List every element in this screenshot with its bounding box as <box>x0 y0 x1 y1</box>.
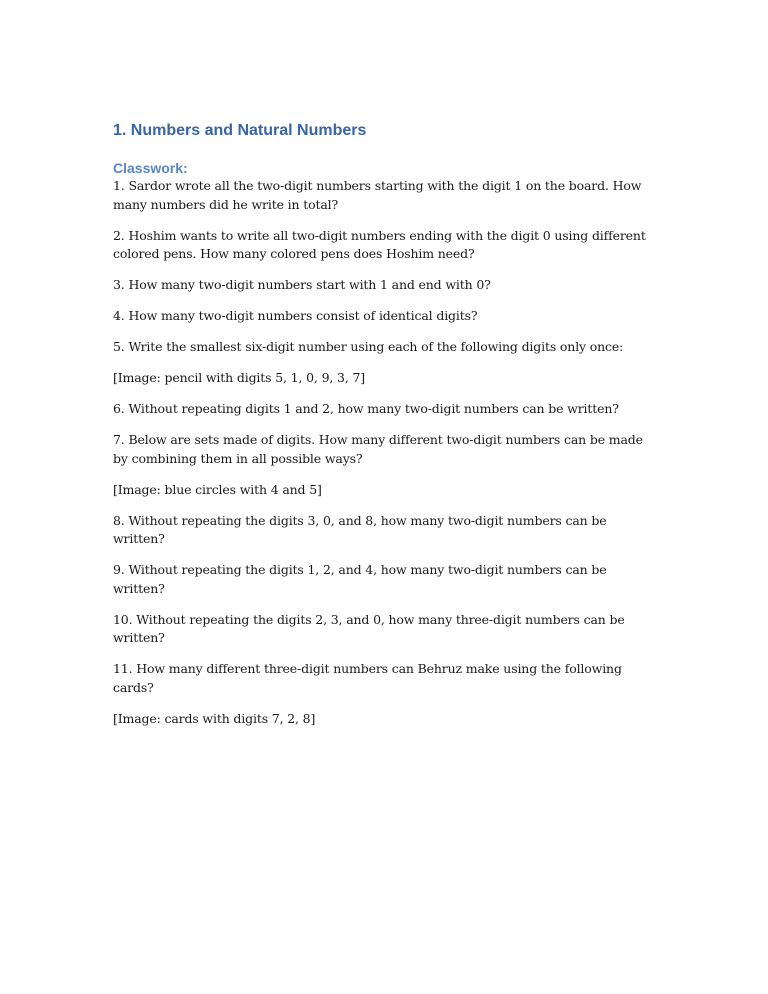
exercise-4: 4. How many two-digit numbers consist of identical digits? <box>113 308 478 323</box>
section-heading: Classwork: <box>113 160 188 176</box>
exercise-7: 7. Below are sets made of digits. How many different two-digit numbers can be made by combining them in all possible ways? <box>113 432 643 466</box>
exercise-9: 9. Without repeating the digits 1, 2, and 4, how many two-digit numbers can be written? <box>113 562 607 596</box>
exercise-3: 3. How many two-digit numbers start with 1 and end with 0? <box>113 277 491 292</box>
exercise-10: 10. Without repeating the digits 2, 3, and 0, how many three-digit numbers can be written? <box>113 611 625 645</box>
exercise-1: 1. Sardor wrote all the two-digit numbers starting with the digit 1 on the board. How many numbers did he write in total? <box>113 178 642 212</box>
page-title: 1. Numbers and Natural Numbers <box>113 122 367 139</box>
exercise-11: 11. How many different three-digit numbers can Behruz make using the following cards? <box>113 661 622 695</box>
image-placeholder-circles: [Image: blue circles with 4 and 5] <box>113 481 322 497</box>
exercise-8: 8. Without repeating the digits 3, 0, and 8, how many two-digit numbers can be written? <box>113 512 607 546</box>
exercise-5: 5. Write the smallest six-digit number using each of the following digits only once: <box>113 339 624 354</box>
exercise-2: 2. Hoshim wants to write all two-digit numbers ending with the digit 0 using different colored pens. How many colored pens does Hoshim need? <box>113 227 646 261</box>
exercise-6: 6. Without repeating digits 1 and 2, how many two-digit numbers can be written? <box>113 401 619 416</box>
exercise-list <box>113 177 658 728</box>
image-placeholder-cards: [Image: cards with digits 7, 2, 8] <box>113 710 316 726</box>
document-content <box>113 121 658 741</box>
image-placeholder-pencil: [Image: pencil with digits 5, 1, 0, 9, 3, 7] <box>113 370 366 385</box>
